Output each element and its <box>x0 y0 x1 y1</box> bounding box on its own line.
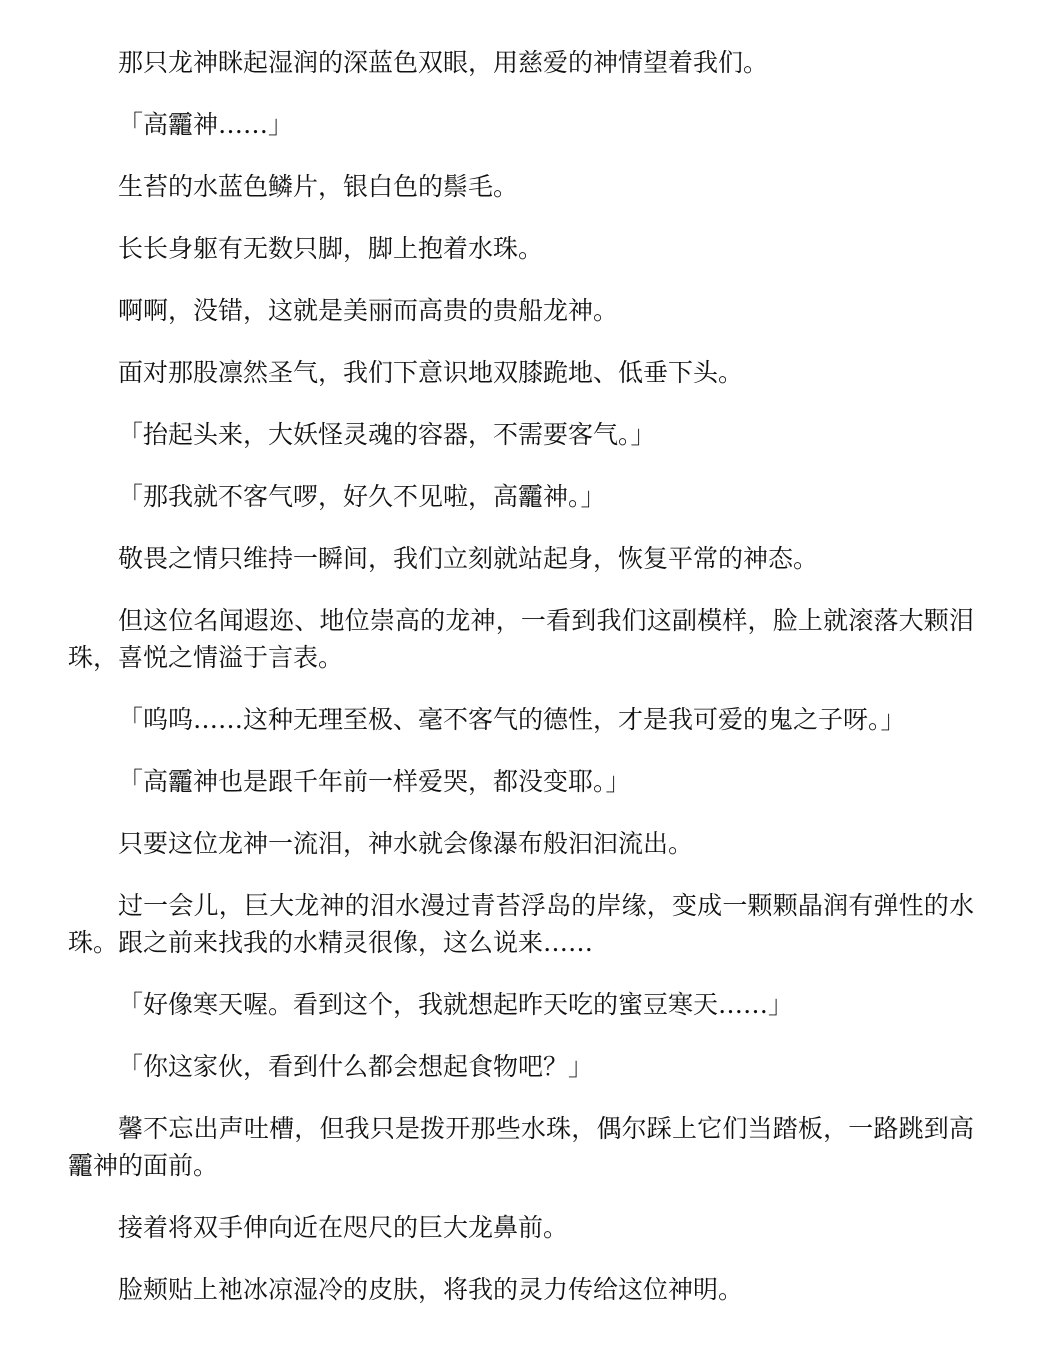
paragraph-17: 馨不忘出声吐槽，但我只是拨开那些水珠，偶尔踩上它们当踏板，一路跳到高龗神的面前。 <box>68 1114 974 1180</box>
paragraph-4: 长长身躯有无数只脚，脚上抱着水珠。 <box>118 234 544 263</box>
paragraph-2: 「高龗神……」 <box>118 110 294 139</box>
paragraph-16: 「你这家伙，看到什么都会想起食物吧？」 <box>118 1052 594 1081</box>
paragraph-8: 「那我就不客气啰，好久不见啦，高龗神。」 <box>118 482 606 511</box>
paragraph-7: 「抬起头来，大妖怪灵魂的容器，不需要客气。」 <box>118 420 656 449</box>
paragraph-11: 「呜呜……这种无理至极、毫不客气的德性，才是我可爱的鬼之子呀。」 <box>118 705 906 734</box>
paragraph-1: 那只龙神眯起湿润的深蓝色双眼，用慈爱的神情望着我们。 <box>118 48 769 77</box>
paragraph-15: 「好像寒天喔。看到这个，我就想起昨天吃的蜜豆寒天……」 <box>118 990 794 1019</box>
paragraph-12: 「高龗神也是跟千年前一样爱哭，都没变耶。」 <box>118 767 631 796</box>
paragraph-3: 生苔的水蓝色鳞片，银白色的鬃毛。 <box>118 172 519 201</box>
paragraph-13: 只要这位龙神一流泪，神水就会像瀑布般汩汩流出。 <box>118 829 694 858</box>
paragraph-18: 接着将双手伸向近在咫尺的巨大龙鼻前。 <box>118 1213 569 1242</box>
paragraph-9: 敬畏之情只维持一瞬间，我们立刻就站起身，恢复平常的神态。 <box>118 544 819 573</box>
paragraph-5: 啊啊，没错，这就是美丽而高贵的贵船龙神。 <box>118 296 619 325</box>
paragraph-6: 面对那股凛然圣气，我们下意识地双膝跪地、低垂下头。 <box>118 358 744 387</box>
paragraph-19: 脸颊贴上祂冰凉湿冷的皮肤，将我的灵力传给这位神明。 <box>118 1275 744 1304</box>
paragraph-10: 但这位名闻遐迩、地位崇高的龙神，一看到我们这副模样，脸上就滚落大颗泪珠，喜悦之情溢于言表。 <box>68 606 974 672</box>
paragraph-14: 过一会儿，巨大龙神的泪水漫过青苔浮岛的岸缘，变成一颗颗晶润有弹性的水珠。跟之前来找我的水精灵很像，这么说来…… <box>68 891 974 957</box>
document-page <box>68 44 974 1333</box>
